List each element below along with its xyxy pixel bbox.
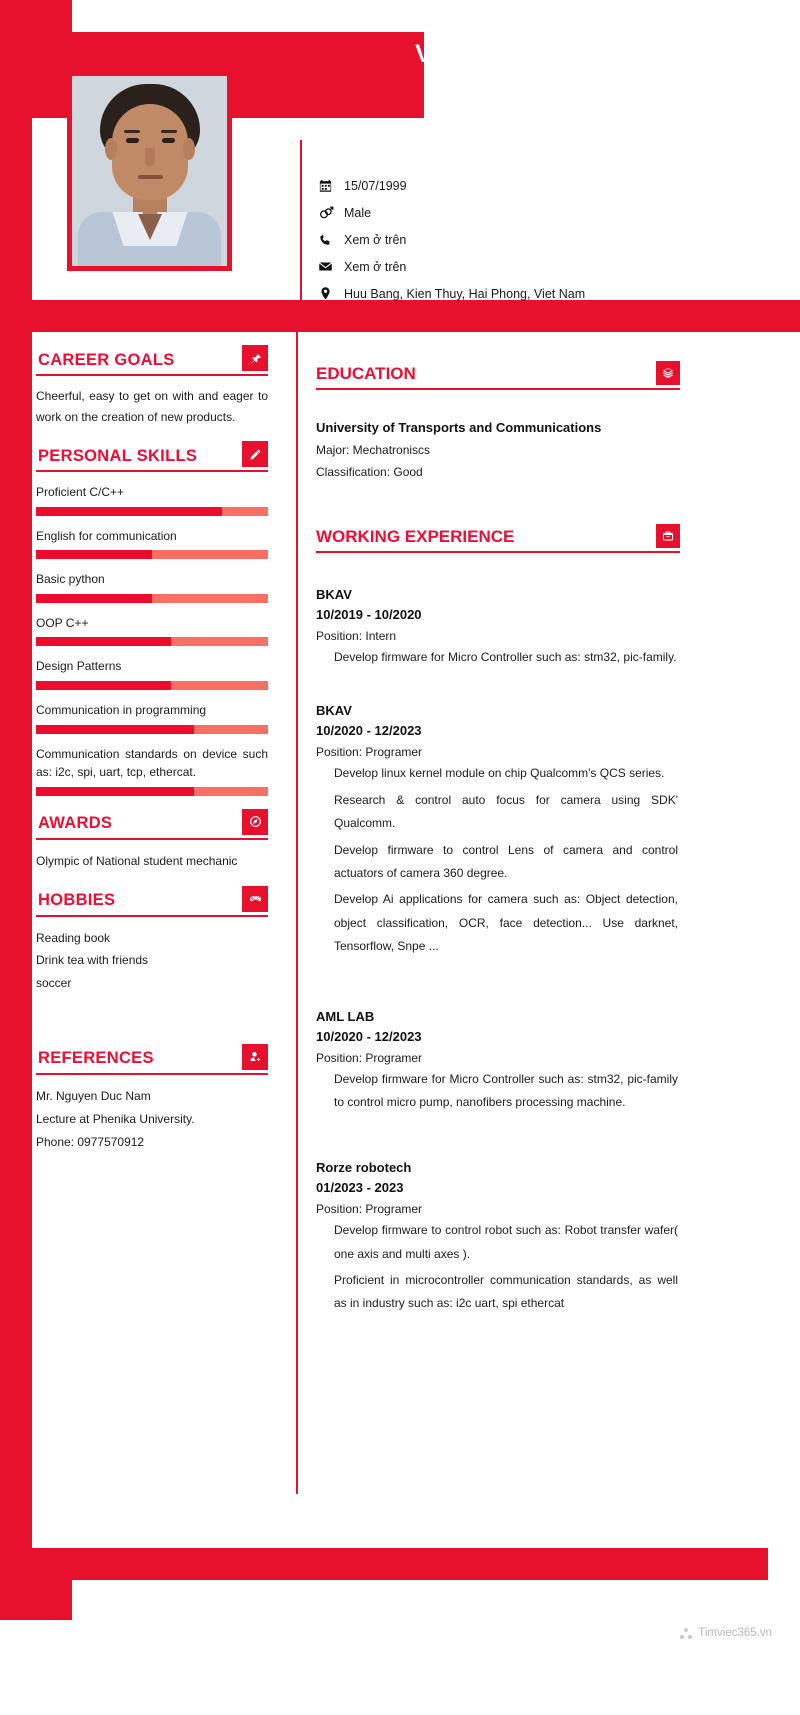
contact-value: Male bbox=[344, 205, 372, 220]
experience-position: Position: Intern bbox=[316, 629, 397, 643]
right-accent-bar bbox=[0, 332, 32, 1362]
contact-row-email bbox=[318, 253, 698, 280]
bottom-accent-bar bbox=[0, 1548, 768, 1580]
section-header-education bbox=[316, 356, 680, 390]
experience-bullet: Develop firmware to control Lens of camera and control actuators of camera 360 degree. bbox=[334, 842, 678, 880]
experience-bullet: Proficient in microcontroller communication standards, as well as in industry such as: i2c uart, spi ethercat bbox=[334, 1273, 678, 1311]
experience-bullet: Develop firmware for Micro Controller such as: stm32, pic-family to control micro pump, nanofibers processing machine. bbox=[334, 1071, 678, 1109]
experience-dates: 10/2020 - 12/2023 bbox=[316, 723, 422, 739]
job-title: ENGINEER bbox=[474, 79, 550, 94]
skill-bar bbox=[36, 681, 268, 690]
pin-icon bbox=[242, 345, 268, 371]
career-goals-text: Cheerful, easy to get on with and eager to work on the creation of new products. bbox=[36, 389, 268, 424]
section-title: CAREER GOALS bbox=[38, 350, 175, 369]
skill-label: Proficient C/C++ bbox=[36, 485, 125, 499]
main-content bbox=[296, 332, 696, 1316]
skill-label: OOP C++ bbox=[36, 615, 89, 630]
top-accent-strip bbox=[0, 0, 72, 32]
calendar-icon bbox=[318, 178, 344, 193]
section-title: WORKING EXPERIENCE bbox=[316, 527, 515, 546]
experience-company: AML LAB bbox=[316, 1008, 375, 1024]
award-item: Olympic of National student mechanic bbox=[36, 853, 238, 868]
experience-dates: 01/2023 - 2023 bbox=[316, 1180, 404, 1196]
skill-label: Communication in programming bbox=[36, 702, 207, 717]
experience-company: BKAV bbox=[316, 587, 352, 602]
experience-item bbox=[316, 703, 678, 958]
experience-position: Position: Programer bbox=[316, 1050, 423, 1065]
experience-position: Position: Programer bbox=[316, 745, 423, 760]
skill-label: Basic python bbox=[36, 572, 105, 587]
skill-bar bbox=[36, 637, 268, 646]
pencil-icon bbox=[242, 441, 268, 467]
phone-icon bbox=[318, 233, 344, 247]
section-header-references bbox=[36, 1045, 268, 1075]
experience-bullet: Develop linux kernel module on chip Qualcomm's QCS series. bbox=[334, 766, 665, 781]
skill-item bbox=[36, 745, 268, 796]
experience-company: BKAV bbox=[316, 703, 352, 719]
email-icon bbox=[318, 259, 344, 274]
contact-value: Huu Bang, Kien Thuy, Hai Phong, Viet Nam bbox=[344, 286, 586, 301]
skill-bar bbox=[36, 725, 268, 734]
bottom-accent-square bbox=[0, 1580, 72, 1620]
education-major: Major: Mechatroniscs bbox=[316, 443, 431, 457]
skill-item bbox=[36, 527, 268, 560]
section-header-working-experience bbox=[316, 519, 680, 553]
medal-icon bbox=[242, 809, 268, 835]
section-title: AWARDS bbox=[38, 814, 113, 833]
gender-icon bbox=[318, 205, 344, 221]
avatar bbox=[67, 71, 232, 271]
skill-item bbox=[36, 614, 268, 647]
gamepad-icon bbox=[242, 886, 268, 912]
dots-logo-icon bbox=[680, 1628, 693, 1639]
reference-item: Mr. Nguyen Duc Nam bbox=[36, 1088, 151, 1103]
skill-bar bbox=[36, 507, 268, 516]
skill-item bbox=[36, 483, 268, 516]
hobby-item: soccer bbox=[36, 976, 72, 991]
experience-bullet: Develop firmware to control robot such as: Robot transfer wafer( one axis and multi axes ). bbox=[334, 1223, 678, 1261]
skill-item bbox=[36, 701, 268, 734]
experience-item bbox=[316, 1009, 678, 1115]
section-header-awards bbox=[36, 810, 268, 840]
contact-row-phone bbox=[318, 226, 698, 253]
watermark bbox=[680, 1627, 772, 1639]
skill-bar bbox=[36, 550, 268, 559]
experience-item bbox=[316, 587, 678, 669]
reference-item: Lecture at Phenika University. bbox=[36, 1111, 195, 1126]
reference-item: Phone: 0977570912 bbox=[36, 1134, 145, 1149]
skill-bar bbox=[36, 594, 268, 603]
skill-label: Communication standards on device such as: i2c, spi, uart, tcp, ethercat. bbox=[36, 746, 268, 780]
location-icon bbox=[318, 286, 344, 301]
experience-bullet: Develop Ai applications for camera such as: Object detection, object classification, OCR, face detection... Use darknet, Tensorflow, Snpe ... bbox=[334, 892, 678, 954]
contact-row-gender bbox=[318, 199, 698, 226]
skill-item bbox=[36, 657, 268, 690]
contact-value: 15/07/1999 bbox=[344, 178, 407, 193]
briefcase-icon bbox=[656, 524, 680, 548]
sidebar bbox=[32, 332, 268, 1153]
page-title: VU VAN SON bbox=[415, 40, 609, 68]
contact-value: Xem ở trên bbox=[344, 232, 407, 247]
experience-dates: 10/2019 - 10/2020 bbox=[316, 607, 422, 622]
contact-list bbox=[318, 172, 698, 307]
contact-divider-line bbox=[300, 140, 302, 308]
skill-item bbox=[36, 570, 268, 603]
layers-icon bbox=[656, 361, 680, 385]
skill-label: English for communication bbox=[36, 528, 177, 543]
experience-company: Rorze robotech bbox=[316, 1160, 412, 1176]
experience-bullet: Develop firmware for Micro Controller such as: stm32, pic-family. bbox=[334, 650, 677, 664]
skill-label: Design Patterns bbox=[36, 659, 122, 674]
watermark-text: Timviec365.vn bbox=[698, 1627, 772, 1639]
contact-row-address bbox=[318, 280, 698, 307]
contact-row-birthdate bbox=[318, 172, 698, 199]
experience-bullet: Research & control auto focus for camera using SDK' Qualcomm. bbox=[334, 792, 678, 831]
experience-position: Position: Programer bbox=[316, 1202, 423, 1217]
section-header-career-goals bbox=[36, 346, 268, 376]
skill-bar bbox=[36, 787, 268, 796]
user-add-icon bbox=[242, 1044, 268, 1070]
education-classification: Classification: Good bbox=[316, 465, 423, 479]
experience-dates: 10/2020 - 12/2023 bbox=[316, 1028, 422, 1044]
section-header-personal-skills bbox=[36, 442, 268, 472]
section-title: EDUCATION bbox=[316, 364, 416, 383]
right-accent-edge bbox=[0, 118, 32, 308]
section-header-hobbies bbox=[36, 887, 268, 917]
section-title: HOBBIES bbox=[38, 891, 116, 910]
contact-value: Xem ở trên bbox=[344, 259, 407, 274]
section-title: REFERENCES bbox=[38, 1049, 154, 1068]
hobby-item: Drink tea with friends bbox=[36, 953, 149, 968]
hobby-item: Reading book bbox=[36, 930, 111, 945]
experience-item bbox=[316, 1160, 678, 1316]
education-school: University of Transports and Communications bbox=[316, 420, 602, 435]
section-title: PERSONAL SKILLS bbox=[38, 446, 198, 465]
